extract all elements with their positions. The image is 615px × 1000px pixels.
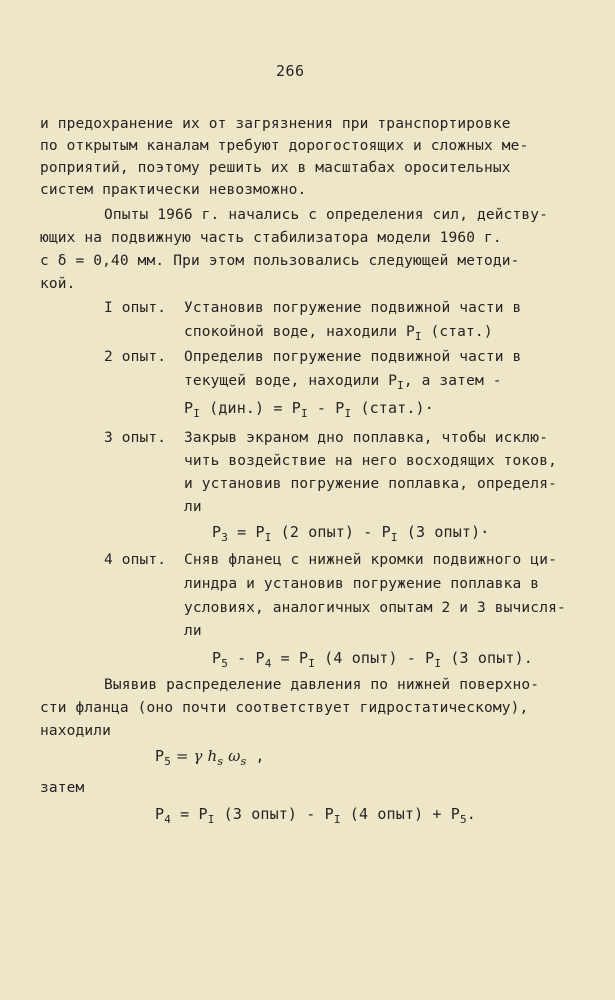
experiment-label: 3 опыт. [104,430,167,446]
experiment-label: 2 опыт. [104,349,167,365]
experiment-label: I опыт. [104,300,167,316]
text-line: систем практически невозможно. [40,182,307,198]
text-line: роприятий, поэтому решить их в масштабах оросительных [40,160,511,176]
experiment-text: спокойной воде, находили $P_I$ (стат.) [184,324,493,343]
text-line: затем [40,780,85,796]
text-line: с δ = 0,40 мм. При этом пользовались следующей методи- [40,253,520,269]
paragraph-start: Опыты 1966 г. начались с определения сил, действу- [104,207,548,223]
experiment-text: Определив погружение подвижной части в [184,349,522,365]
text-line: по открытым каналам требуют дорогостоящих и сложных ме- [40,138,529,154]
text-line: и предохранение их от загрязнения при транспортировке [40,116,511,132]
formula-p5-p4: $P_5 - P_4 = P_I$ (4 опыт) - $P_I$ (3 опыт). [212,649,533,670]
formula-dynamic: $P_I$ $(дин.) = P_I - P_I$ (стат.)· [184,399,434,420]
paragraph-start: Выявив распределение давления по нижней поверхно- [104,677,540,693]
page-number: 266 [276,62,305,80]
formula-p3: $P_3 = P_I$ (2 опыт) - $P_I$ (3 опыт)· [212,523,490,544]
experiment-text: условиях, аналогичных опытам 2 и 3 вычисля- [184,600,566,616]
experiment-text: Закрыв экраном дно поплавка, чтобы исклю- [184,430,549,446]
experiment-text: ли [184,623,202,639]
experiment-label: 4 опыт. [104,552,167,568]
experiment-text: Установив погружение подвижной части в [184,300,522,316]
experiment-text: чить воздействие на него восходящих токов, [184,453,557,469]
text-line: кой. [40,276,76,292]
text-line: находили [40,723,112,739]
formula-p4: $P_4 = P_I$ (3 опыт) - $P_I$ (4 опыт) + $P_5$. [155,805,476,826]
experiment-text: и установив погружение поплавка, определя- [184,476,557,492]
formula-p5: $P_5 = \gamma$ $h_s$ $\omega_s$ , [155,747,265,768]
text-line: сти фланца (оно почти соответствует гидростатическому), [40,700,529,716]
experiment-text: текущей воде, находили $P_I$, а затем - [184,373,502,392]
text-line: ющих на подвижную часть стабилизатора модели 1960 г. [40,230,502,246]
experiment-text: линдра и установив погружение поплавка в [184,576,540,592]
experiment-text: Сняв фланец с нижней кромки подвижного ци- [184,552,557,568]
experiment-text: ли [184,499,202,515]
